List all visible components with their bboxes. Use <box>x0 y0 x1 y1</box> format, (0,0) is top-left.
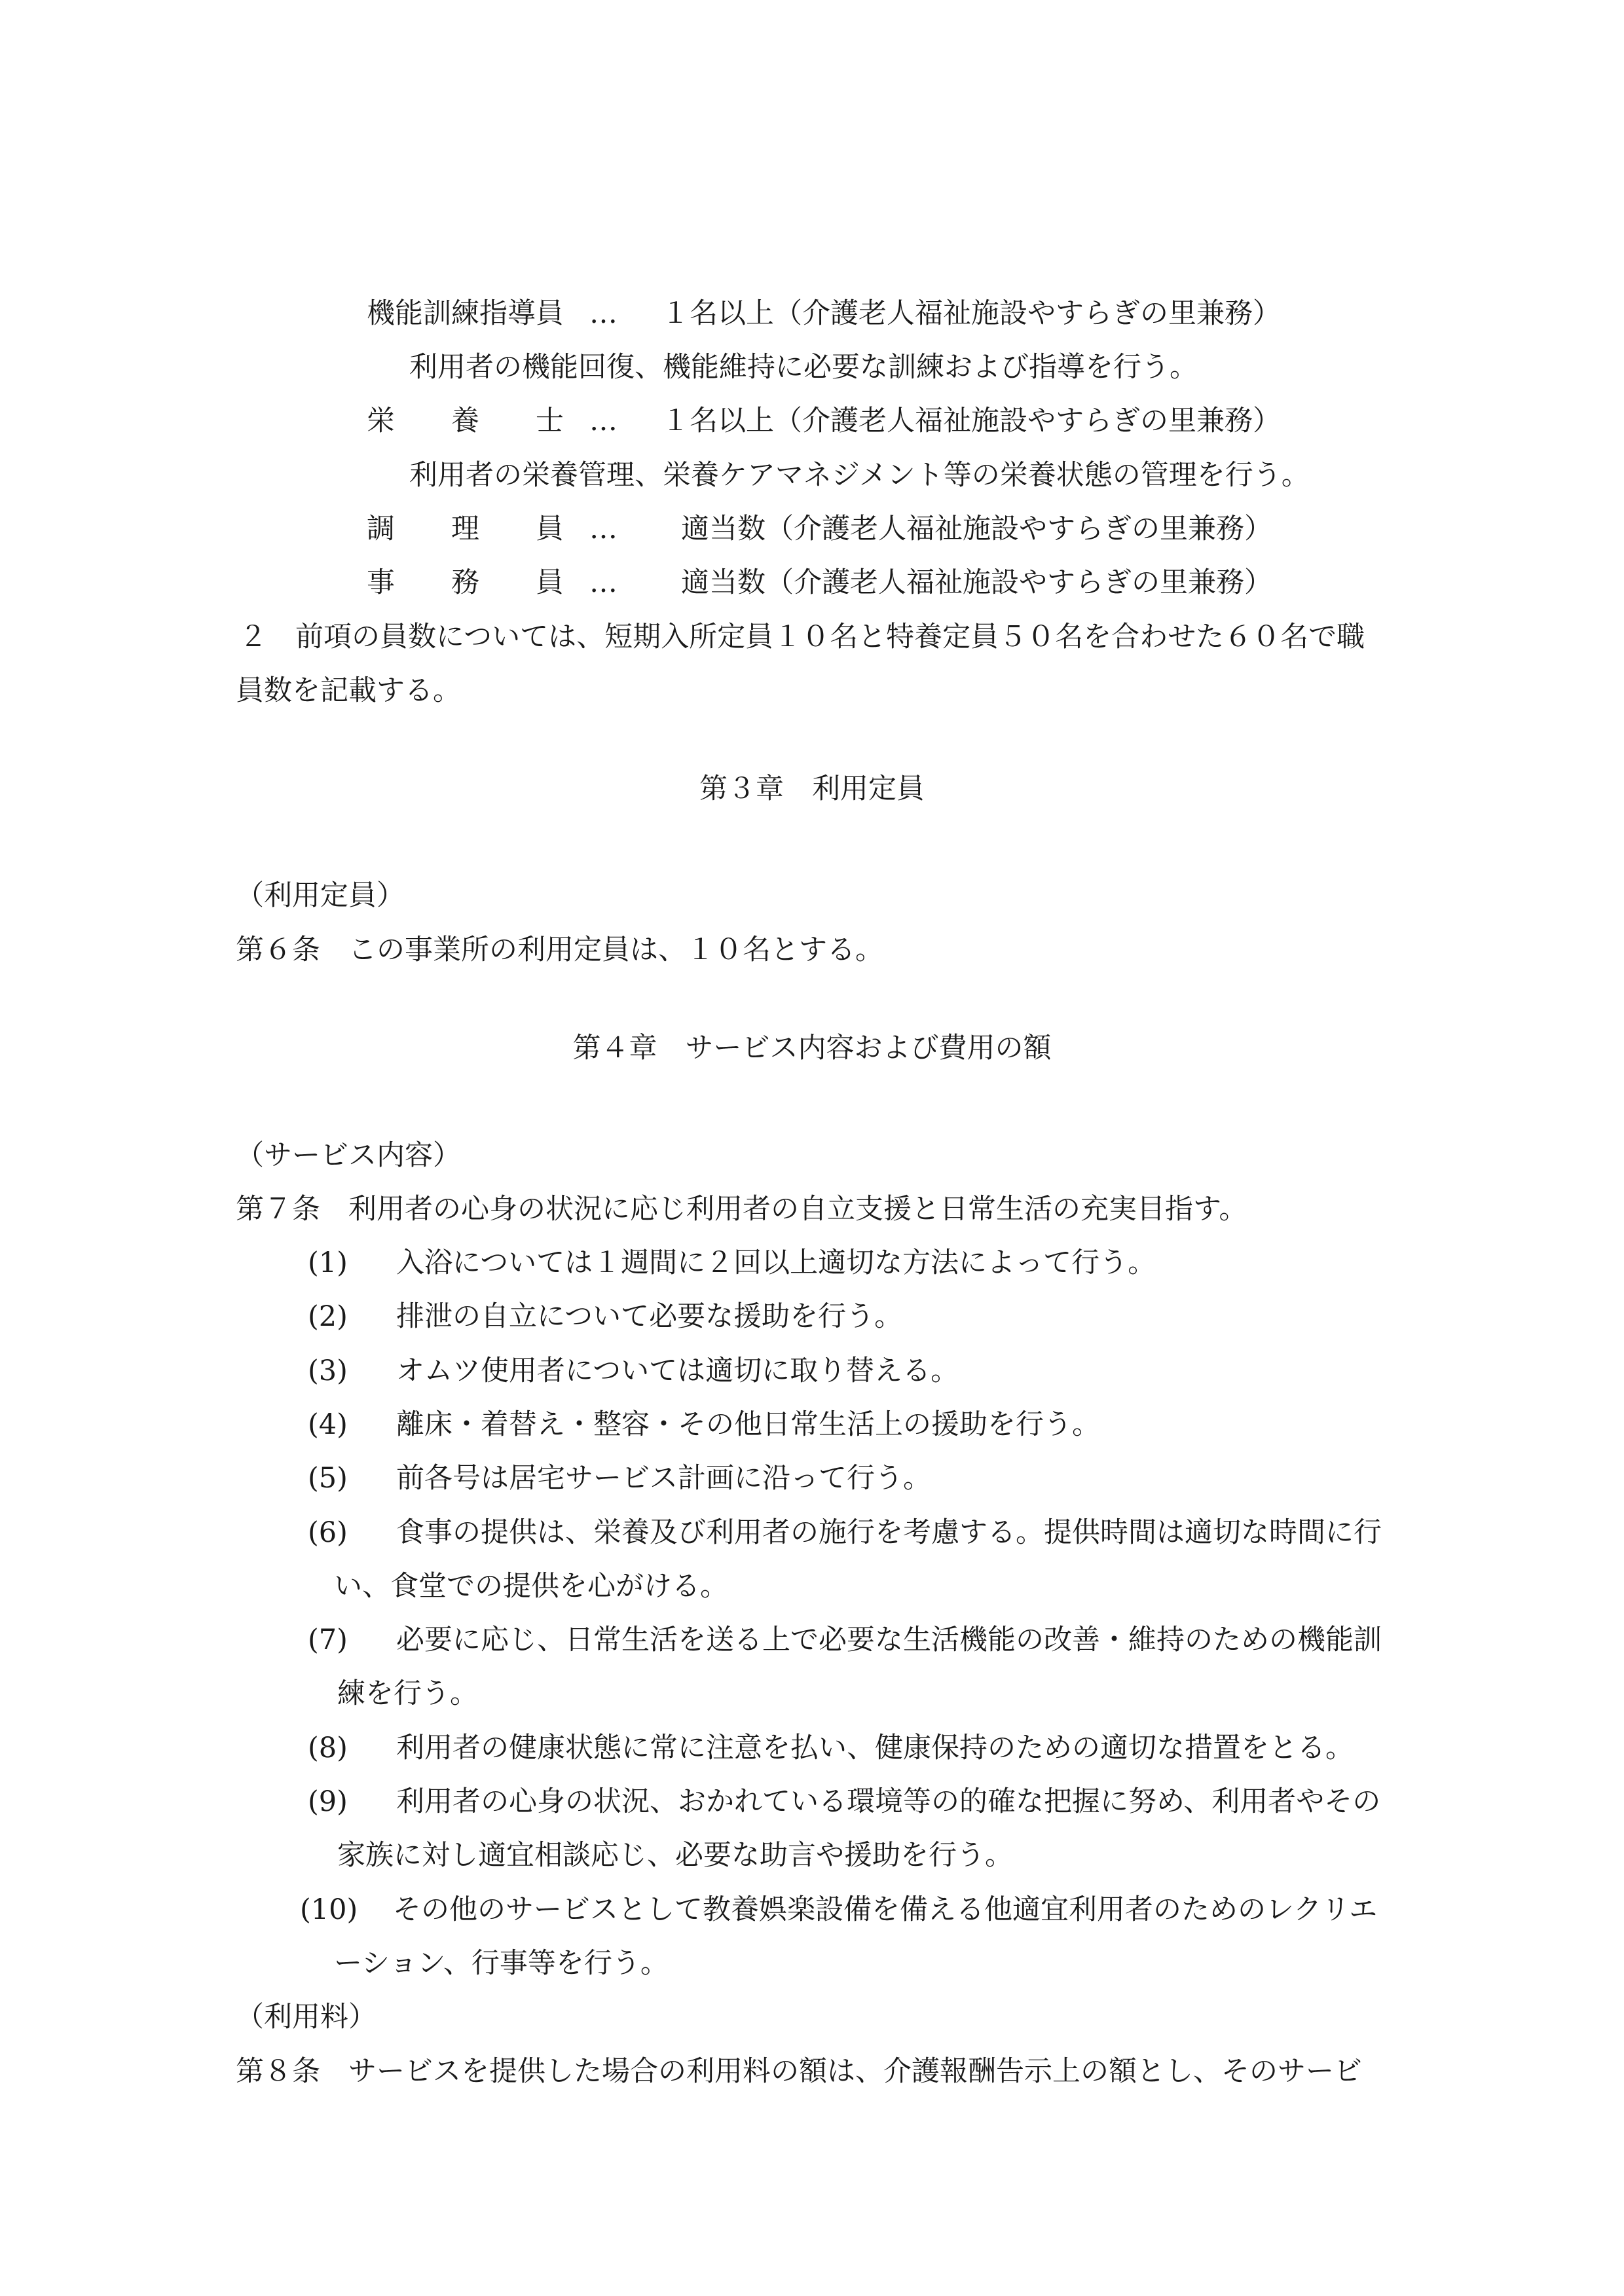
item-text-continued: 家族に対し適宜相談応じ、必要な助言や援助を行う。 <box>337 1839 1013 1872</box>
article-6: 第６条 この事業所の利用定員は、１０名とする。 <box>236 934 883 966</box>
article-8: 第８条 サービスを提供した場合の利用料の額は、介護報酬告示上の額とし、そのサービ <box>236 2055 1362 2088</box>
item-text: 離床・着替え・整容・その他日常生活上の援助を行う。 <box>396 1408 1100 1441</box>
item-number: (6) <box>308 1516 348 1549</box>
chapter-3-title: 第３章 利用定員 <box>699 773 925 805</box>
staff-name: 調 理 員 <box>367 513 564 545</box>
staff-count: 適当数（介護老人福祉施設やすらぎの里兼務） <box>681 513 1272 545</box>
article-heading: （利用料） <box>236 2001 377 2033</box>
staff-dots: … <box>589 405 618 437</box>
staff-dots: … <box>589 566 618 599</box>
item-text: 利用者の心身の状況、おかれている環境等の的確な把握に努め、利用者やその <box>396 1785 1381 1818</box>
staff-dots: … <box>589 513 618 545</box>
staff-name: 機能訓練指導員 <box>367 297 564 330</box>
staff-duty: 利用者の機能回復、機能維持に必要な訓練および指導を行う。 <box>409 351 1198 384</box>
item-number: (5) <box>308 1462 348 1495</box>
article-heading: （サービス内容） <box>236 1139 461 1172</box>
article-heading: （利用定員） <box>236 879 405 912</box>
item-number: (1) <box>308 1247 348 1279</box>
item-number: (4) <box>308 1408 348 1441</box>
staff-count: １名以上（介護老人福祉施設やすらぎの里兼務） <box>661 297 1281 330</box>
item-number: (8) <box>308 1732 348 1764</box>
item-text: 入浴については１週間に２回以上適切な方法によって行う。 <box>396 1247 1156 1279</box>
chapter-4-title: 第４章 サービス内容および費用の額 <box>572 1032 1052 1065</box>
item-text: その他のサービスとして教養娯楽設備を備える他適宜利用者のためのレクリエ <box>393 1893 1378 1926</box>
item-text: 食事の提供は、栄養及び利用者の施行を考慮する。提供時間は適切な時間に行 <box>396 1516 1382 1549</box>
paragraph-2-line-1: ２ 前項の員数については、短期入所定員１０名と特養定員５０名を合わせた６０名で職 <box>239 621 1365 653</box>
item-text: オムツ使用者については適切に取り替える。 <box>396 1355 959 1387</box>
item-text: 前各号は居宅サービス計画に沿って行う。 <box>396 1462 931 1495</box>
item-number: (7) <box>308 1624 348 1656</box>
staff-duty: 利用者の栄養管理、栄養ケアマネジメント等の栄養状態の管理を行う。 <box>409 459 1310 492</box>
item-number: (3) <box>308 1355 348 1387</box>
item-number: (10) <box>300 1893 358 1926</box>
item-number: (2) <box>308 1300 348 1333</box>
item-number: (9) <box>308 1785 348 1818</box>
item-text-continued: ーション、行事等を行う。 <box>334 1947 669 1980</box>
item-text: 必要に応じ、日常生活を送る上で必要な生活機能の改善・維持のための機能訓 <box>396 1624 1382 1656</box>
staff-dots: … <box>589 297 618 330</box>
paragraph-2-line-2: 員数を記載する。 <box>236 674 461 707</box>
staff-count: １名以上（介護老人福祉施設やすらぎの里兼務） <box>661 405 1281 437</box>
staff-name: 事 務 員 <box>367 566 564 599</box>
item-text: 利用者の健康状態に常に注意を払い、健康保持のための適切な措置をとる。 <box>396 1732 1354 1764</box>
item-text-continued: い、食堂での提供を心がける。 <box>334 1570 728 1603</box>
item-text: 排泄の自立について必要な援助を行う。 <box>396 1300 903 1333</box>
item-text-continued: 練を行う。 <box>337 1677 478 1710</box>
staff-count: 適当数（介護老人福祉施設やすらぎの里兼務） <box>681 566 1272 599</box>
staff-name: 栄 養 士 <box>367 405 564 437</box>
article-7: 第７条 利用者の心身の状況に応じ利用者の自立支援と日常生活の充実目指す。 <box>236 1193 1247 1226</box>
